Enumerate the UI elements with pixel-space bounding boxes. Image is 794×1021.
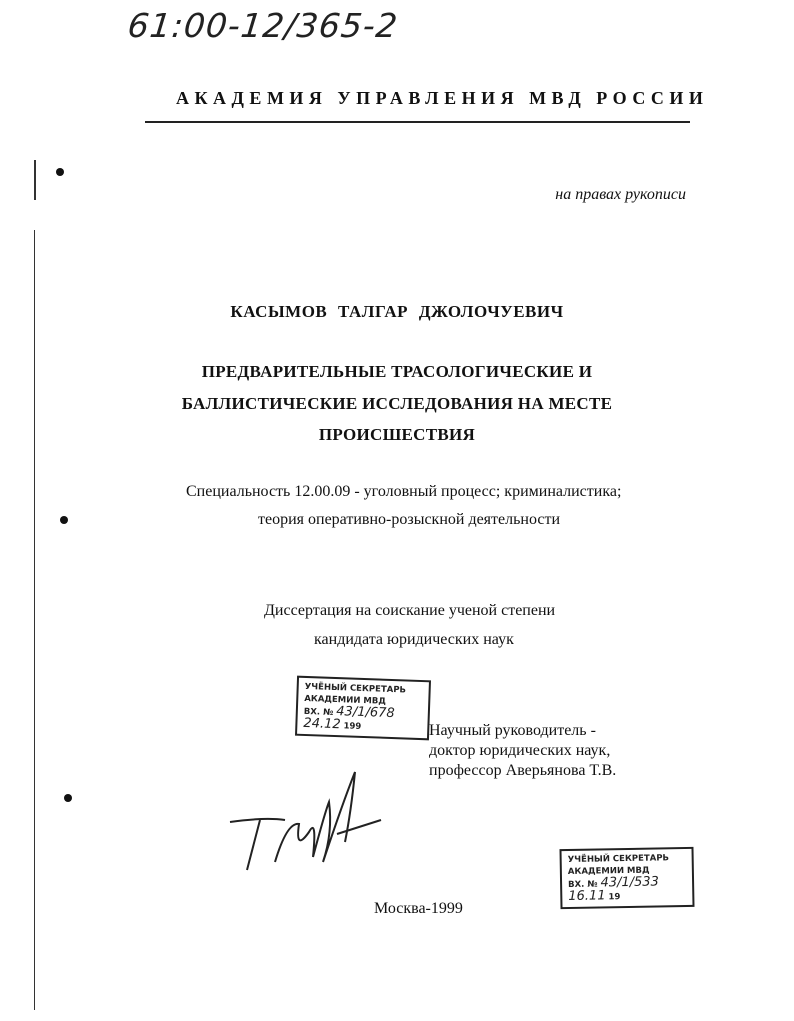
punch-hole xyxy=(56,168,64,176)
stamp-subtitle: АКАДЕМИИ МВД xyxy=(304,693,387,707)
degree-line: кандидата юридических наук xyxy=(314,631,514,648)
stamp-number-handwritten: 43/1/533 xyxy=(600,874,660,891)
stamp-title: УЧЁНЫЙ СЕКРЕТАРЬ xyxy=(304,681,407,696)
author-name: КАСЫМОВ ТАЛГАР ДЖОЛОЧУЕВИЧ xyxy=(230,302,564,321)
institution-name: АКАДЕМИЯ УПРАВЛЕНИЯ МВД РОССИИ xyxy=(176,88,709,108)
stamp-date-handwritten: 24.12 xyxy=(303,715,341,733)
advisor-line: Научный руководитель - xyxy=(429,722,596,739)
stamp-year: 19 xyxy=(608,892,621,903)
manuscript-note: на правах рукописи xyxy=(555,186,686,203)
stamp-date-handwritten: 16.11 xyxy=(568,888,606,905)
specialty-line: Специальность 12.00.09 - уголовный процесс; криминалистика; xyxy=(186,483,622,500)
header-rule xyxy=(145,121,690,123)
punch-hole xyxy=(64,794,72,802)
stamp-number-label: ВХ. № xyxy=(303,706,334,718)
handwritten-signature xyxy=(225,762,395,872)
stamp-date-row xyxy=(568,889,686,904)
city-year: Москва-1999 xyxy=(374,900,463,917)
thesis-title-line: ПРОИСШЕСТВИЯ xyxy=(318,425,476,444)
registration-stamp xyxy=(295,676,431,741)
binding-edge xyxy=(34,230,35,1010)
handwritten-registry-number: 61:00-12/365-2 xyxy=(125,6,401,45)
binding-mark xyxy=(34,160,36,200)
degree-line: Диссертация на соискание ученой степени xyxy=(264,602,556,619)
punch-hole xyxy=(60,516,68,524)
registration-stamp xyxy=(559,847,694,909)
stamp-title: УЧЁНЫЙ СЕКРЕТАРЬ xyxy=(567,853,670,866)
thesis-title-line: ПРЕДВАРИТЕЛЬНЫЕ ТРАСОЛОГИЧЕСКИЕ И xyxy=(201,362,593,381)
stamp-year: 199 xyxy=(343,721,362,732)
stamp-date-row xyxy=(303,715,421,735)
advisor-line: доктор юридических наук, xyxy=(429,742,611,759)
specialty-line: теория оперативно-розыскной деятельности xyxy=(258,511,561,528)
thesis-title-line: БАЛЛИСТИЧЕСКИЕ ИССЛЕДОВАНИЯ НА МЕСТЕ xyxy=(181,394,613,413)
stamp-number-label: ВХ. № xyxy=(568,879,598,891)
stamp-subtitle: АКАДЕМИИ МВД xyxy=(567,865,650,878)
stamp-number-handwritten: 43/1/678 xyxy=(336,704,395,722)
advisor-line: профессор Аверьянова Т.В. xyxy=(429,762,617,779)
